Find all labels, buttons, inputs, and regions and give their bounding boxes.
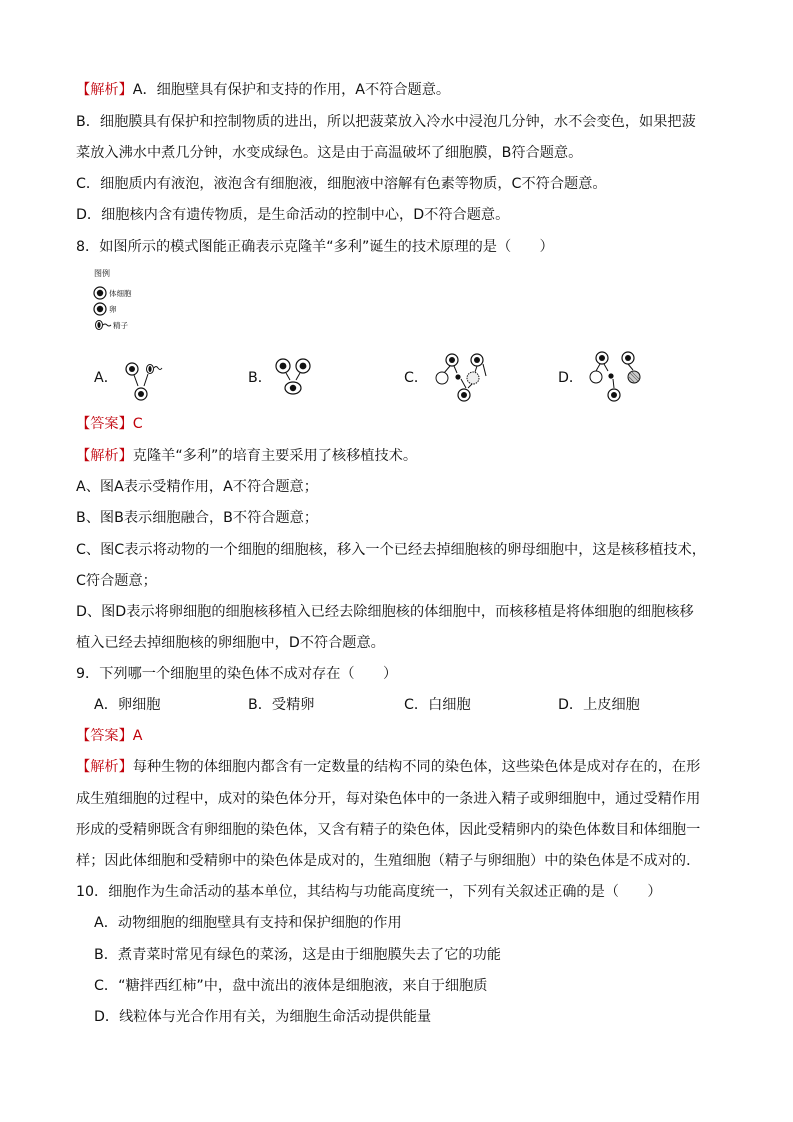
q8-analysis-line [76,446,417,466]
analysis-tag: 【解析】 [76,448,133,464]
analysis-line: D．细胞核内含有遗传物质，是生命活动的控制中心，D不符合题意。 [76,207,510,223]
q8-analysis-line: 植入已经去掉细胞核的卵细胞中，D不符合题意。 [76,635,385,651]
q10-option-c: C．“糖拌西红柿”中，盘中流出的液体是细胞液，来自于细胞质 [94,978,488,994]
q10-option-d: D．线粒体与光合作用有关，为细胞生命活动提供能量 [94,1009,432,1025]
q8-analysis-line: D、图D表示将卵细胞的细胞核移植入已经去除细胞核的体细胞中，而核移植是将体细胞的细胞核移 [76,604,694,620]
q9-option-c: C．白细胞 [404,697,471,713]
legend-figure [90,266,170,336]
legend-egg-label: 卵 [109,305,117,314]
analysis-text: A．细胞壁具有保护和支持的作用，A不符合题意。 [132,82,451,98]
analysis-text: 克隆羊“多利”的培育主要采用了核移植技术。 [132,448,418,464]
sperm-icon [96,321,112,330]
q8-analysis-line: B、图B表示细胞融合，B不符合题意； [76,510,319,526]
diagram-d [586,348,656,408]
q8-option-c-label: C． [404,370,429,386]
q8-analysis-line: C、图C表示将动物的一个细胞的细胞核，移入一个已经去掉细胞核的卵母细胞中，这是核移植技术， [76,542,706,558]
analysis-tag: 【解析】 [76,82,133,98]
answer-tag: 【答案】 [76,416,133,432]
question-10-stem: 10．细胞作为生命活动的基本单位，其结构与功能高度统一，下列有关叙述正确的是（ ） [76,884,662,900]
question-9-stem: 9．下列哪一个细胞里的染色体不成对存在（ ） [76,666,398,682]
q9-analysis-line: 形成的受精卵既含有卵细胞的染色体，又含有精子的染色体，因此受精卵内的染色体数目和体细胞一 [76,822,701,838]
egg-icon [94,303,106,315]
analysis-line: B．细胞膜具有保护和控制物质的进出，所以把菠菜放入冷水中浸泡几分钟，水不会变色，如果把菠 [76,114,696,130]
q9-analysis-line: 样；因此体细胞和受精卵中的染色体是成对的，生殖细胞（精子与卵细胞）中的染色体是不成对的． [76,853,701,869]
q8-analysis-line: A、图A表示受精作用，A不符合题意； [76,479,318,495]
answer-value: C [132,416,143,432]
diagram-a [118,356,178,406]
analysis-line: C．细胞质内有液泡，液泡含有细胞液，细胞液中溶解有色素等物质，C不符合题意。 [76,176,607,192]
legend-sperm-label: 精子 [113,321,128,330]
answer-tag: 【答案】 [76,728,133,744]
q8-analysis-line: C符合题意； [76,573,157,589]
q8-option-d-label: D． [558,370,584,386]
q9-option-d: D．上皮细胞 [558,697,640,713]
question-8-stem: 8．如图所示的模式图能正确表示克隆羊“多利”诞生的技术原理的是（ ） [76,239,554,255]
q9-analysis-line: 成生殖细胞的过程中，成对的染色体分开，每对染色体中的一条进入精子或卵细胞中，通过受精作用 [76,791,701,807]
diagram-b [272,352,322,402]
q10-option-b: B．煮青菜时常见有绿色的菜汤，这是由于细胞膜失去了它的功能 [94,947,501,963]
q10-option-a: A．动物细胞的细胞壁具有支持和保护细胞的作用 [94,915,402,931]
analysis-line: 菜放入沸水中煮几分钟，水变成绿色。这是由于高温破坏了细胞膜，B符合题意。 [76,145,583,161]
q8-answer [76,414,143,434]
body-cell-icon [94,287,106,299]
q9-analysis-line [76,757,700,777]
q9-option-a: A．卵细胞 [94,697,161,713]
q8-option-a-label: A． [94,370,118,386]
q9-option-b: B．受精卵 [248,697,315,713]
legend-body-cell-label: 体细胞 [109,289,132,298]
q8-option-b-label: B． [248,370,272,386]
legend-title: 图例 [94,269,110,278]
analysis-tag: 【解析】 [76,759,133,775]
answer-value: A [132,728,143,744]
analysis-text: 每种生物的体细胞内都含有一定数量的结构不同的染色体，这些染色体是成对存在的，在形 [132,759,701,775]
q9-answer [76,726,142,746]
analysis-line [76,80,450,100]
diagram-c [430,350,500,405]
